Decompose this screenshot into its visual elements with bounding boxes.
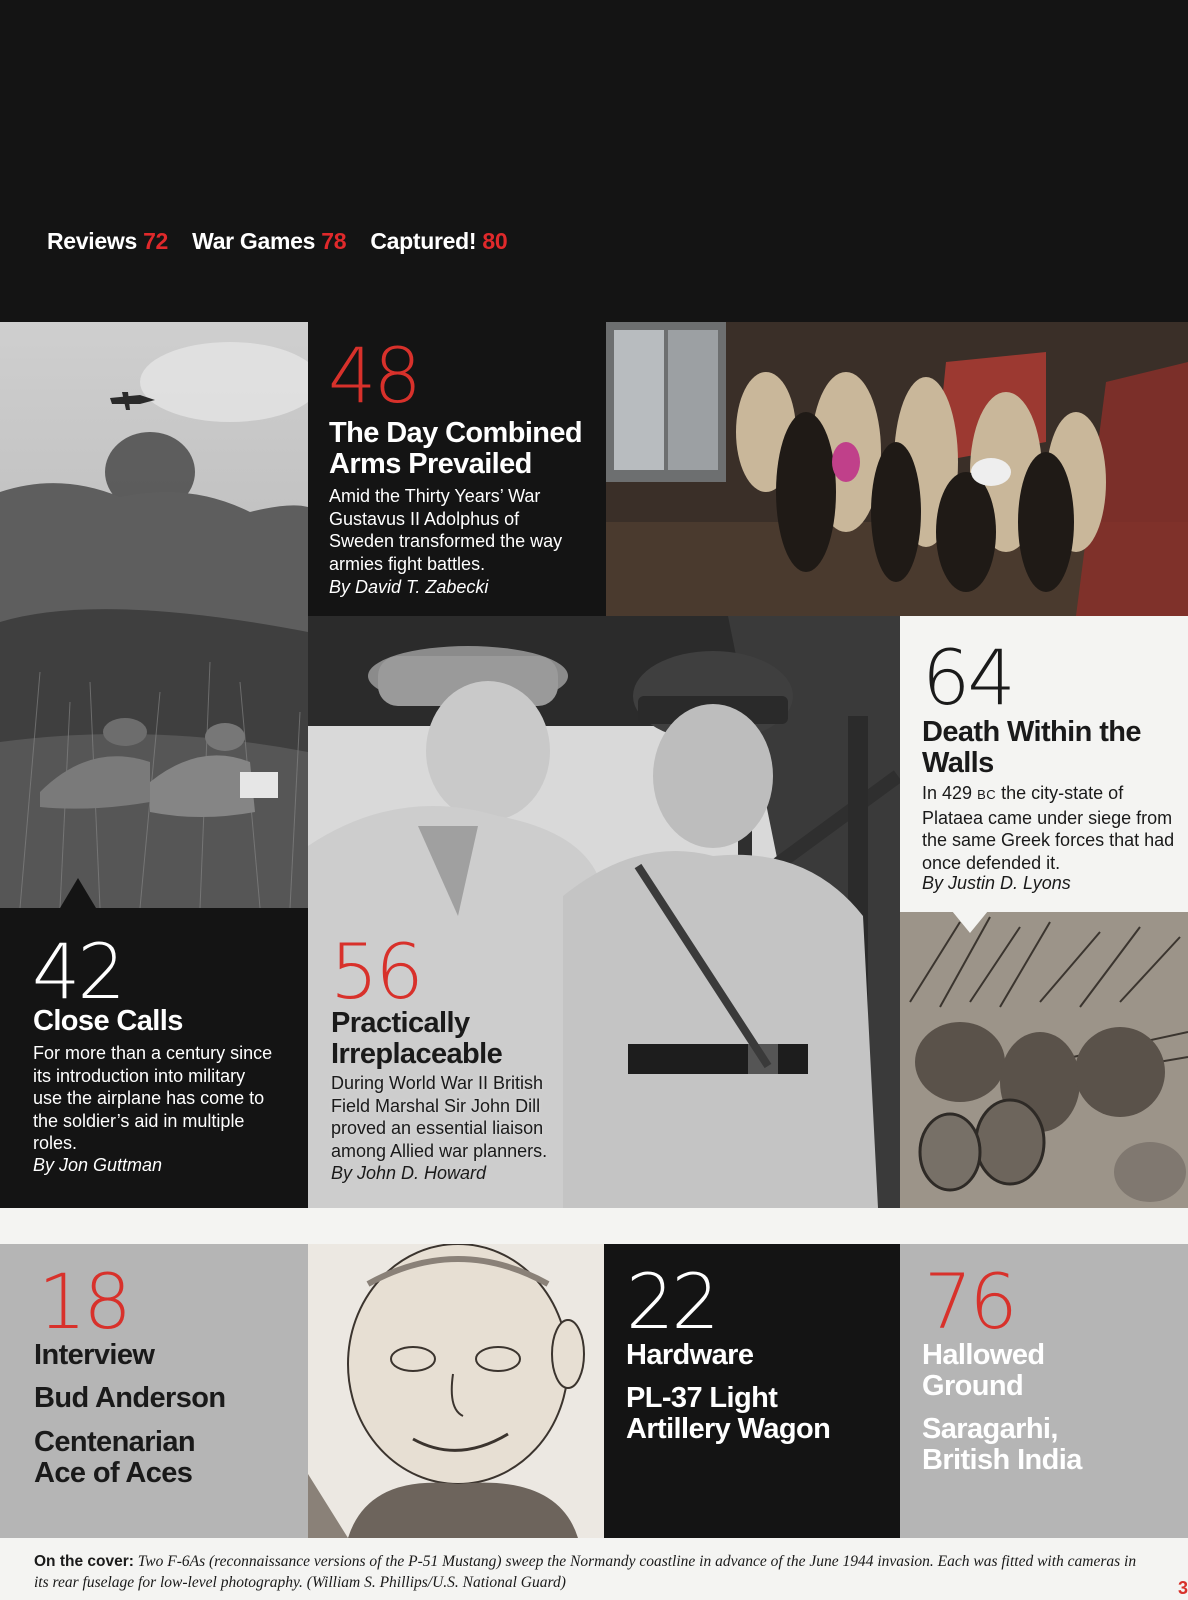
section-line: Bud Anderson bbox=[34, 1382, 226, 1414]
photo-close-calls bbox=[0, 322, 308, 908]
dept-box-interview[interactable] bbox=[0, 1244, 308, 1538]
dept-box-hardware[interactable] bbox=[604, 1244, 900, 1538]
feature-title: Death Within the Walls bbox=[922, 716, 1141, 779]
cover-caption: On the cover: Two F-6As (reconnaissance versions of the P-51 Mustang) sweep the Normandy coastline in advance of the June 1944 invasion. Each was fitted with cameras in its rear fuselage for low-level photography. (William S. Phillips/U.S. National Guard) bbox=[34, 1553, 1137, 1591]
section-label: Hardware bbox=[626, 1339, 754, 1371]
feature-box-56[interactable] bbox=[308, 908, 588, 1208]
section-label: Hallowed Ground bbox=[922, 1339, 1045, 1402]
feature-description: For more than a century since its introduction into military use the airplane has come to the soldier’s aid in multiple roles. bbox=[33, 1043, 273, 1153]
section-label: Interview bbox=[34, 1339, 155, 1371]
page-number: 76 bbox=[924, 1257, 1015, 1346]
feature-box-48[interactable] bbox=[308, 322, 606, 616]
page-number: 18 bbox=[38, 1257, 129, 1346]
portrait-bud-anderson bbox=[308, 1244, 604, 1538]
section-line: Centenarian Ace of Aces bbox=[34, 1426, 195, 1489]
feature-byline: By John D. Howard bbox=[331, 1163, 487, 1183]
pointer-notch bbox=[952, 912, 988, 933]
section-line: PL-37 Light Artillery Wagon bbox=[626, 1382, 831, 1445]
feature-description: During World War II British Field Marshal Sir John Dill proved an essential liaison among Allied war planners. bbox=[331, 1073, 548, 1161]
dept-box-hallowed[interactable] bbox=[900, 1244, 1188, 1538]
painting-combined-arms bbox=[606, 322, 1188, 616]
dept-war-games[interactable]: War Games 78 bbox=[192, 228, 347, 254]
pointer-notch bbox=[60, 878, 96, 908]
feature-box-42[interactable] bbox=[0, 908, 308, 1208]
feature-title: The Day Combined Arms Prevailed bbox=[329, 417, 583, 480]
top-band bbox=[0, 0, 1188, 322]
feature-byline: By Jon Guttman bbox=[33, 1155, 163, 1175]
page-folio: 3 bbox=[1177, 1578, 1188, 1598]
page-number: 56 bbox=[330, 927, 421, 1016]
feature-byline: By David T. Zabecki bbox=[329, 577, 489, 597]
page-number: 48 bbox=[328, 331, 419, 420]
engraving-plataea bbox=[900, 912, 1188, 1208]
dept-reviews[interactable]: Reviews 72 bbox=[47, 228, 169, 254]
feature-box-64[interactable] bbox=[900, 616, 1188, 912]
feature-title: Close Calls bbox=[33, 1005, 183, 1037]
page-number: 64 bbox=[922, 633, 1013, 722]
feature-byline: By Justin D. Lyons bbox=[922, 873, 1071, 893]
page-number: 22 bbox=[626, 1257, 717, 1346]
section-line: Saragarhi, British India bbox=[922, 1413, 1082, 1476]
feature-description: In 429 BC the city-state of Plataea came under siege from the same Greek forces that had once defended it. bbox=[922, 783, 1175, 873]
feature-title: Practically Irreplaceable bbox=[331, 1007, 503, 1070]
feature-description: Amid the Thirty Years’ War Gustavus II Adolphus of Sweden transformed the way armies fight battles. bbox=[329, 486, 563, 574]
page-number: 42 bbox=[32, 927, 123, 1016]
dept-captured[interactable]: Captured! 80 bbox=[370, 228, 508, 254]
departments-nav bbox=[47, 228, 525, 255]
